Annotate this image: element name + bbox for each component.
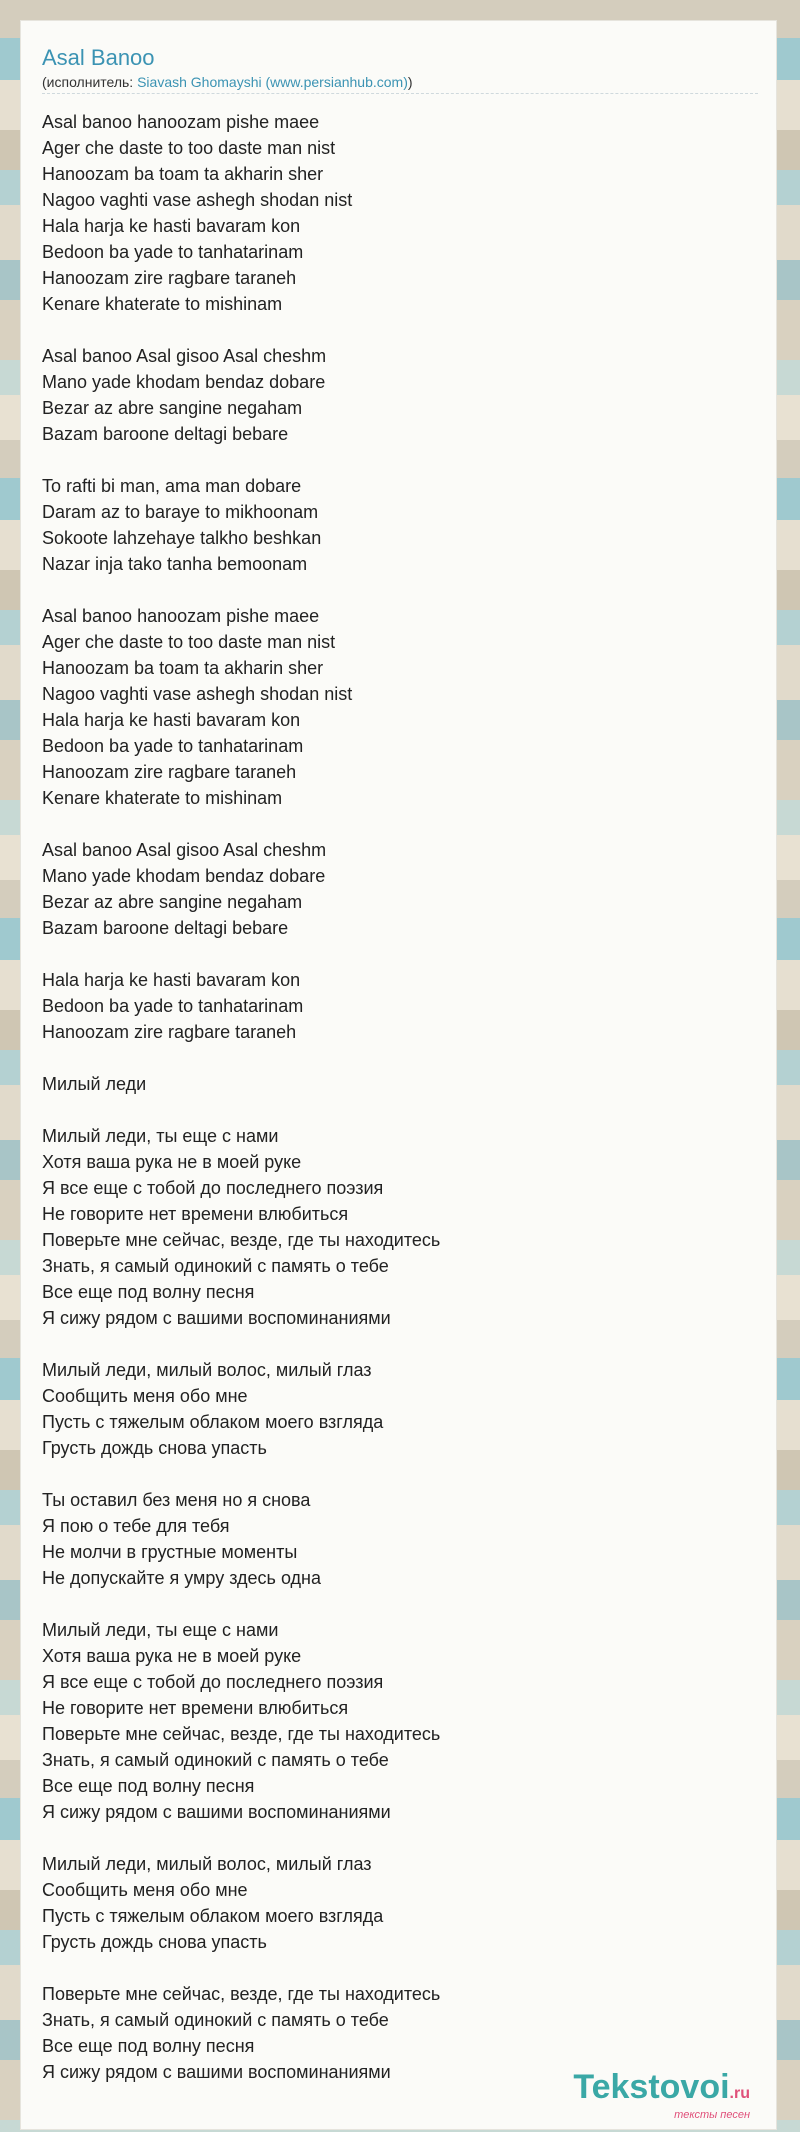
lyric-line: Hanoozam zire ragbare taraneh bbox=[42, 1022, 297, 1042]
stanza-gap bbox=[42, 1461, 742, 1487]
lyric-line: Ager che daste to too daste man nist bbox=[42, 632, 336, 652]
lyric-line: Не говорите нет времени влюбиться bbox=[42, 1698, 349, 1718]
lyric-line: Все еще под волну песня bbox=[42, 1776, 255, 1796]
stanza-gap bbox=[42, 317, 742, 343]
lyric-line: Hala harja ke hasti bavaram kon bbox=[42, 970, 301, 990]
lyric-line: Милый леди bbox=[42, 1074, 147, 1094]
lyric-line: Hala harja ke hasti bavaram kon bbox=[42, 710, 301, 730]
lyrics-stanza bbox=[42, 1357, 742, 1461]
lyrics-stanza bbox=[42, 343, 742, 447]
lyrics-stanza bbox=[42, 603, 742, 811]
logo-text: Tekstovoi bbox=[573, 2068, 730, 2106]
artist-link[interactable]: Siavash Ghomayshi (www.persianhub.com) bbox=[137, 74, 408, 90]
lyrics-stanza bbox=[42, 1071, 742, 1097]
lyric-line: Милый леди, милый волос, милый глаз bbox=[42, 1360, 372, 1380]
lyric-line: Грусть дождь снова упасть bbox=[42, 1438, 267, 1458]
lyrics-stanza bbox=[42, 1487, 742, 1591]
stanza-gap bbox=[42, 811, 742, 837]
lyric-line: Asal banoo Asal gisoo Asal cheshm bbox=[42, 840, 327, 860]
lyric-line: Я сижу рядом с вашими воспоминаниями bbox=[42, 1802, 391, 1822]
lyric-line: Все еще под волну песня bbox=[42, 2036, 255, 2056]
lyric-line: Ты оставил без меня но я снова bbox=[42, 1490, 311, 1510]
lyric-line: Bedoon ba yade to tanhatarinam bbox=[42, 996, 304, 1016]
lyric-line: Bazam baroone deltagi bebare bbox=[42, 918, 289, 938]
lyric-line: Знать, я самый одинокий с память о тебе bbox=[42, 1750, 389, 1770]
lyric-line: Хотя ваша рука не в моей руке bbox=[42, 1152, 302, 1172]
lyrics-body bbox=[42, 109, 742, 2085]
lyric-line: Hala harja ke hasti bavaram kon bbox=[42, 216, 301, 236]
lyric-line: To rafti bi man, ama man dobare bbox=[42, 476, 302, 496]
lyric-line: Mano yade khodam bendaz dobare bbox=[42, 372, 326, 392]
artist-suffix: ) bbox=[407, 74, 413, 90]
lyric-line: Грусть дождь снова упасть bbox=[42, 1932, 267, 1952]
lyric-line: Я все еще с тобой до последнего поэзия bbox=[42, 1672, 384, 1692]
lyric-line: Nagoo vaghti vase ashegh shodan nist bbox=[42, 190, 353, 210]
lyric-line: Bezar az abre sangine negaham bbox=[42, 892, 303, 912]
lyric-line: Nazar inja tako tanha bemoonam bbox=[42, 554, 308, 574]
lyric-line: Пусть с тяжелым облаком моего взгляда bbox=[42, 1906, 384, 1926]
lyric-line: Hanoozam zire ragbare taraneh bbox=[42, 268, 297, 288]
lyrics-stanza bbox=[42, 967, 742, 1045]
lyric-line: Ager che daste to too daste man nist bbox=[42, 138, 336, 158]
lyric-line: Милый леди, ты еще с нами bbox=[42, 1620, 279, 1640]
lyric-line: Nagoo vaghti vase ashegh shodan nist bbox=[42, 684, 353, 704]
lyric-line: Sokoote lahzehaye talkho beshkan bbox=[42, 528, 322, 548]
stanza-gap bbox=[42, 1331, 742, 1357]
artist-line bbox=[42, 74, 413, 90]
lyric-line: Bedoon ba yade to tanhatarinam bbox=[42, 736, 304, 756]
stanza-gap bbox=[42, 1955, 742, 1981]
lyric-line: Знать, я самый одинокий с память о тебе bbox=[42, 1256, 389, 1276]
stanza-gap bbox=[42, 1045, 742, 1071]
lyric-line: Сообщить меня обо мне bbox=[42, 1386, 248, 1406]
lyric-line: Mano yade khodam bendaz dobare bbox=[42, 866, 326, 886]
lyric-line: Я сижу рядом с вашими воспоминаниями bbox=[42, 1308, 391, 1328]
lyrics-stanza bbox=[42, 1851, 742, 1955]
lyric-line: Сообщить меня обо мне bbox=[42, 1880, 248, 1900]
lyric-line: Kenare khaterate to mishinam bbox=[42, 294, 283, 314]
site-logo[interactable] bbox=[573, 2070, 750, 2121]
lyric-line: Поверьте мне сейчас, везде, где ты находитесь bbox=[42, 1724, 441, 1744]
logo-tagline: тексты песен bbox=[674, 2109, 750, 2121]
stanza-gap bbox=[42, 1591, 742, 1617]
lyrics-stanza bbox=[42, 837, 742, 941]
lyric-line: Hanoozam zire ragbare taraneh bbox=[42, 762, 297, 782]
song-title: Asal Banoo bbox=[42, 45, 155, 70]
lyric-line: Поверьте мне сейчас, везде, где ты находитесь bbox=[42, 1230, 441, 1250]
lyric-line: Не говорите нет времени влюбиться bbox=[42, 1204, 349, 1224]
lyric-line: Asal banoo Asal gisoo Asal cheshm bbox=[42, 346, 327, 366]
title-divider bbox=[42, 93, 758, 94]
lyrics-stanza bbox=[42, 473, 742, 577]
lyric-line: Поверьте мне сейчас, везде, где ты находитесь bbox=[42, 1984, 441, 2004]
stanza-gap bbox=[42, 577, 742, 603]
lyric-line: Bezar az abre sangine negaham bbox=[42, 398, 303, 418]
lyrics-card bbox=[20, 20, 777, 2130]
lyrics-stanza bbox=[42, 1123, 742, 1331]
lyric-line: Bedoon ba yade to tanhatarinam bbox=[42, 242, 304, 262]
lyric-line: Знать, я самый одинокий с память о тебе bbox=[42, 2010, 389, 2030]
lyrics-stanza bbox=[42, 1617, 742, 1825]
lyric-line: Bazam baroone deltagi bebare bbox=[42, 424, 289, 444]
lyric-line: Daram az to baraye to mikhoonam bbox=[42, 502, 319, 522]
lyrics-stanza bbox=[42, 109, 742, 317]
lyric-line: Не молчи в грустные моменты bbox=[42, 1542, 298, 1562]
lyric-line: Я пою о тебе для тебя bbox=[42, 1516, 230, 1536]
lyric-line: Я сижу рядом с вашими воспоминаниями bbox=[42, 2062, 391, 2082]
stanza-gap bbox=[42, 1097, 742, 1123]
lyric-line: Hanoozam ba toam ta akharin sher bbox=[42, 658, 324, 678]
lyric-line: Я все еще с тобой до последнего поэзия bbox=[42, 1178, 384, 1198]
lyric-line: Asal banoo hanoozam pishe maee bbox=[42, 606, 320, 626]
lyric-line: Милый леди, милый волос, милый глаз bbox=[42, 1854, 372, 1874]
lyric-line: Милый леди, ты еще с нами bbox=[42, 1126, 279, 1146]
logo-domain: .ru bbox=[729, 2085, 750, 2102]
lyric-line: Kenare khaterate to mishinam bbox=[42, 788, 283, 808]
artist-prefix: (исполнитель: bbox=[42, 74, 138, 90]
stanza-gap bbox=[42, 447, 742, 473]
lyric-line: Пусть с тяжелым облаком моего взгляда bbox=[42, 1412, 384, 1432]
lyric-line: Не допускайте я умру здесь одна bbox=[42, 1568, 322, 1588]
lyric-line: Hanoozam ba toam ta akharin sher bbox=[42, 164, 324, 184]
stanza-gap bbox=[42, 941, 742, 967]
stanza-gap bbox=[42, 1825, 742, 1851]
lyric-line: Все еще под волну песня bbox=[42, 1282, 255, 1302]
lyric-line: Хотя ваша рука не в моей руке bbox=[42, 1646, 302, 1666]
lyric-line: Asal banoo hanoozam pishe maee bbox=[42, 112, 320, 132]
